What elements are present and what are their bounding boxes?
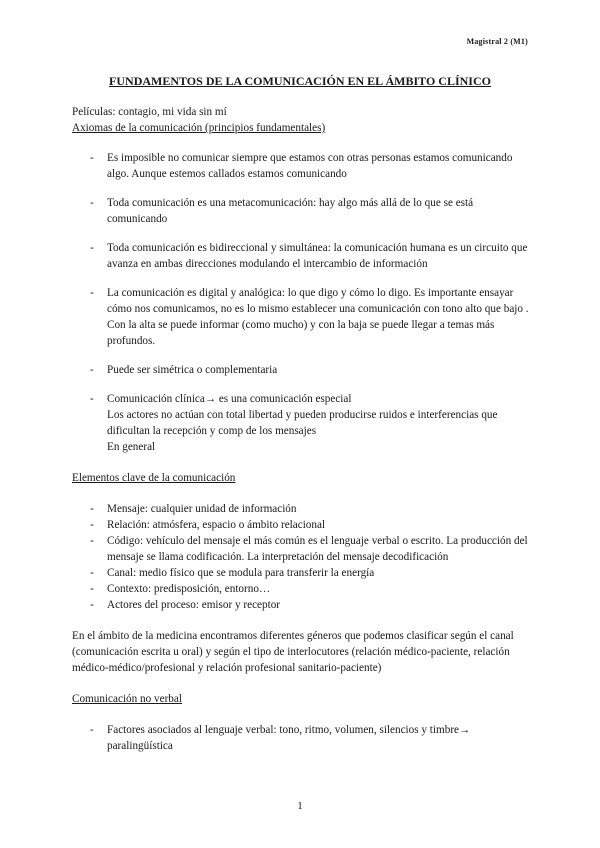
document-title: FUNDAMENTOS DE LA COMUNICACIÓN EN EL ÁMBITO CLÍNICO — [109, 74, 491, 88]
list-item: - Actores del proceso: emisor y receptor — [72, 597, 530, 613]
section-heading-elementos: Elementos clave de la comunicación — [72, 472, 236, 484]
list-item-text: - Comunicación clínica→ es una comunicación especial — [107, 393, 352, 405]
page-number: 1 — [297, 800, 303, 812]
list-item: - Es imposible no comunicar siempre que estamos con otras personas estamos comunicando algo. Aunque estemos callados estamos comunicando — [72, 150, 530, 182]
section-heading-no-verbal: Comunicación no verbal — [72, 693, 182, 705]
list-item: - La comunicación es digital y analógica: lo que digo y cómo lo digo. Es importante ensayar cómo nos comunicamos, no es lo mismo establecer una comunicación con tono alto que bajo . Con la alta se puede informar (como mucho) y con la baja se puede llegar a temas más profundos. — [72, 285, 530, 349]
axiomas-list — [72, 150, 530, 455]
list-item: - Toda comunicación es bidireccional y simultánea: la comunicación humana es un circuito que avanza en ambas direcciones modulando el intercambio de información — [72, 240, 530, 272]
running-header: Magistral 2 (M1) — [466, 37, 528, 46]
list-item: - Relación: atmósfera, espacio o ámbito relacional — [72, 517, 530, 533]
list-item: - Código: vehículo del mensaje el más común es el lenguaje verbal o escrito. La producción del mensaje se llama codificación. La interpretación del mensaje decodificación — [72, 533, 530, 565]
list-item-subtext: En general — [107, 441, 156, 453]
list-item: - Mensaje: cualquier unidad de información — [72, 501, 530, 517]
list-item-comunicacion-clinica — [72, 391, 530, 455]
list-item: - Puede ser simétrica o complementaria — [72, 362, 530, 378]
elementos-list — [72, 501, 530, 613]
list-item-subtext: Los actores no actúan con total libertad y pueden producirse ruidos e interferencias que dificultan la recepción y comp de los mensajes — [107, 409, 498, 437]
intro-line: Películas: contagio, mi vida sin mí — [72, 106, 227, 118]
body-paragraph: En el ámbito de la medicina encontramos diferentes géneros que podemos clasificar según el canal (comunicación escrita u oral) y según el tipo de interlocutores (relación médico-paciente, relación médico-médico/profesional y relación profesional sanitario-paciente) — [72, 630, 514, 674]
document-body — [72, 104, 530, 754]
list-item: - Factores asociados al lenguaje verbal: tono, ritmo, volumen, silencios y timbre→ paralingüística — [72, 722, 530, 754]
list-item: - Contexto: predisposición, entorno… — [72, 581, 530, 597]
section-heading-axiomas: Axiomas de la comunicación (principios fundamentales) — [72, 122, 326, 134]
no-verbal-list — [72, 722, 530, 754]
list-item: - Canal: medio físico que se modula para transferir la energía — [72, 565, 530, 581]
list-item: - Toda comunicación es una metacomunicación: hay algo más allá de lo que se está comunicando — [72, 195, 530, 227]
